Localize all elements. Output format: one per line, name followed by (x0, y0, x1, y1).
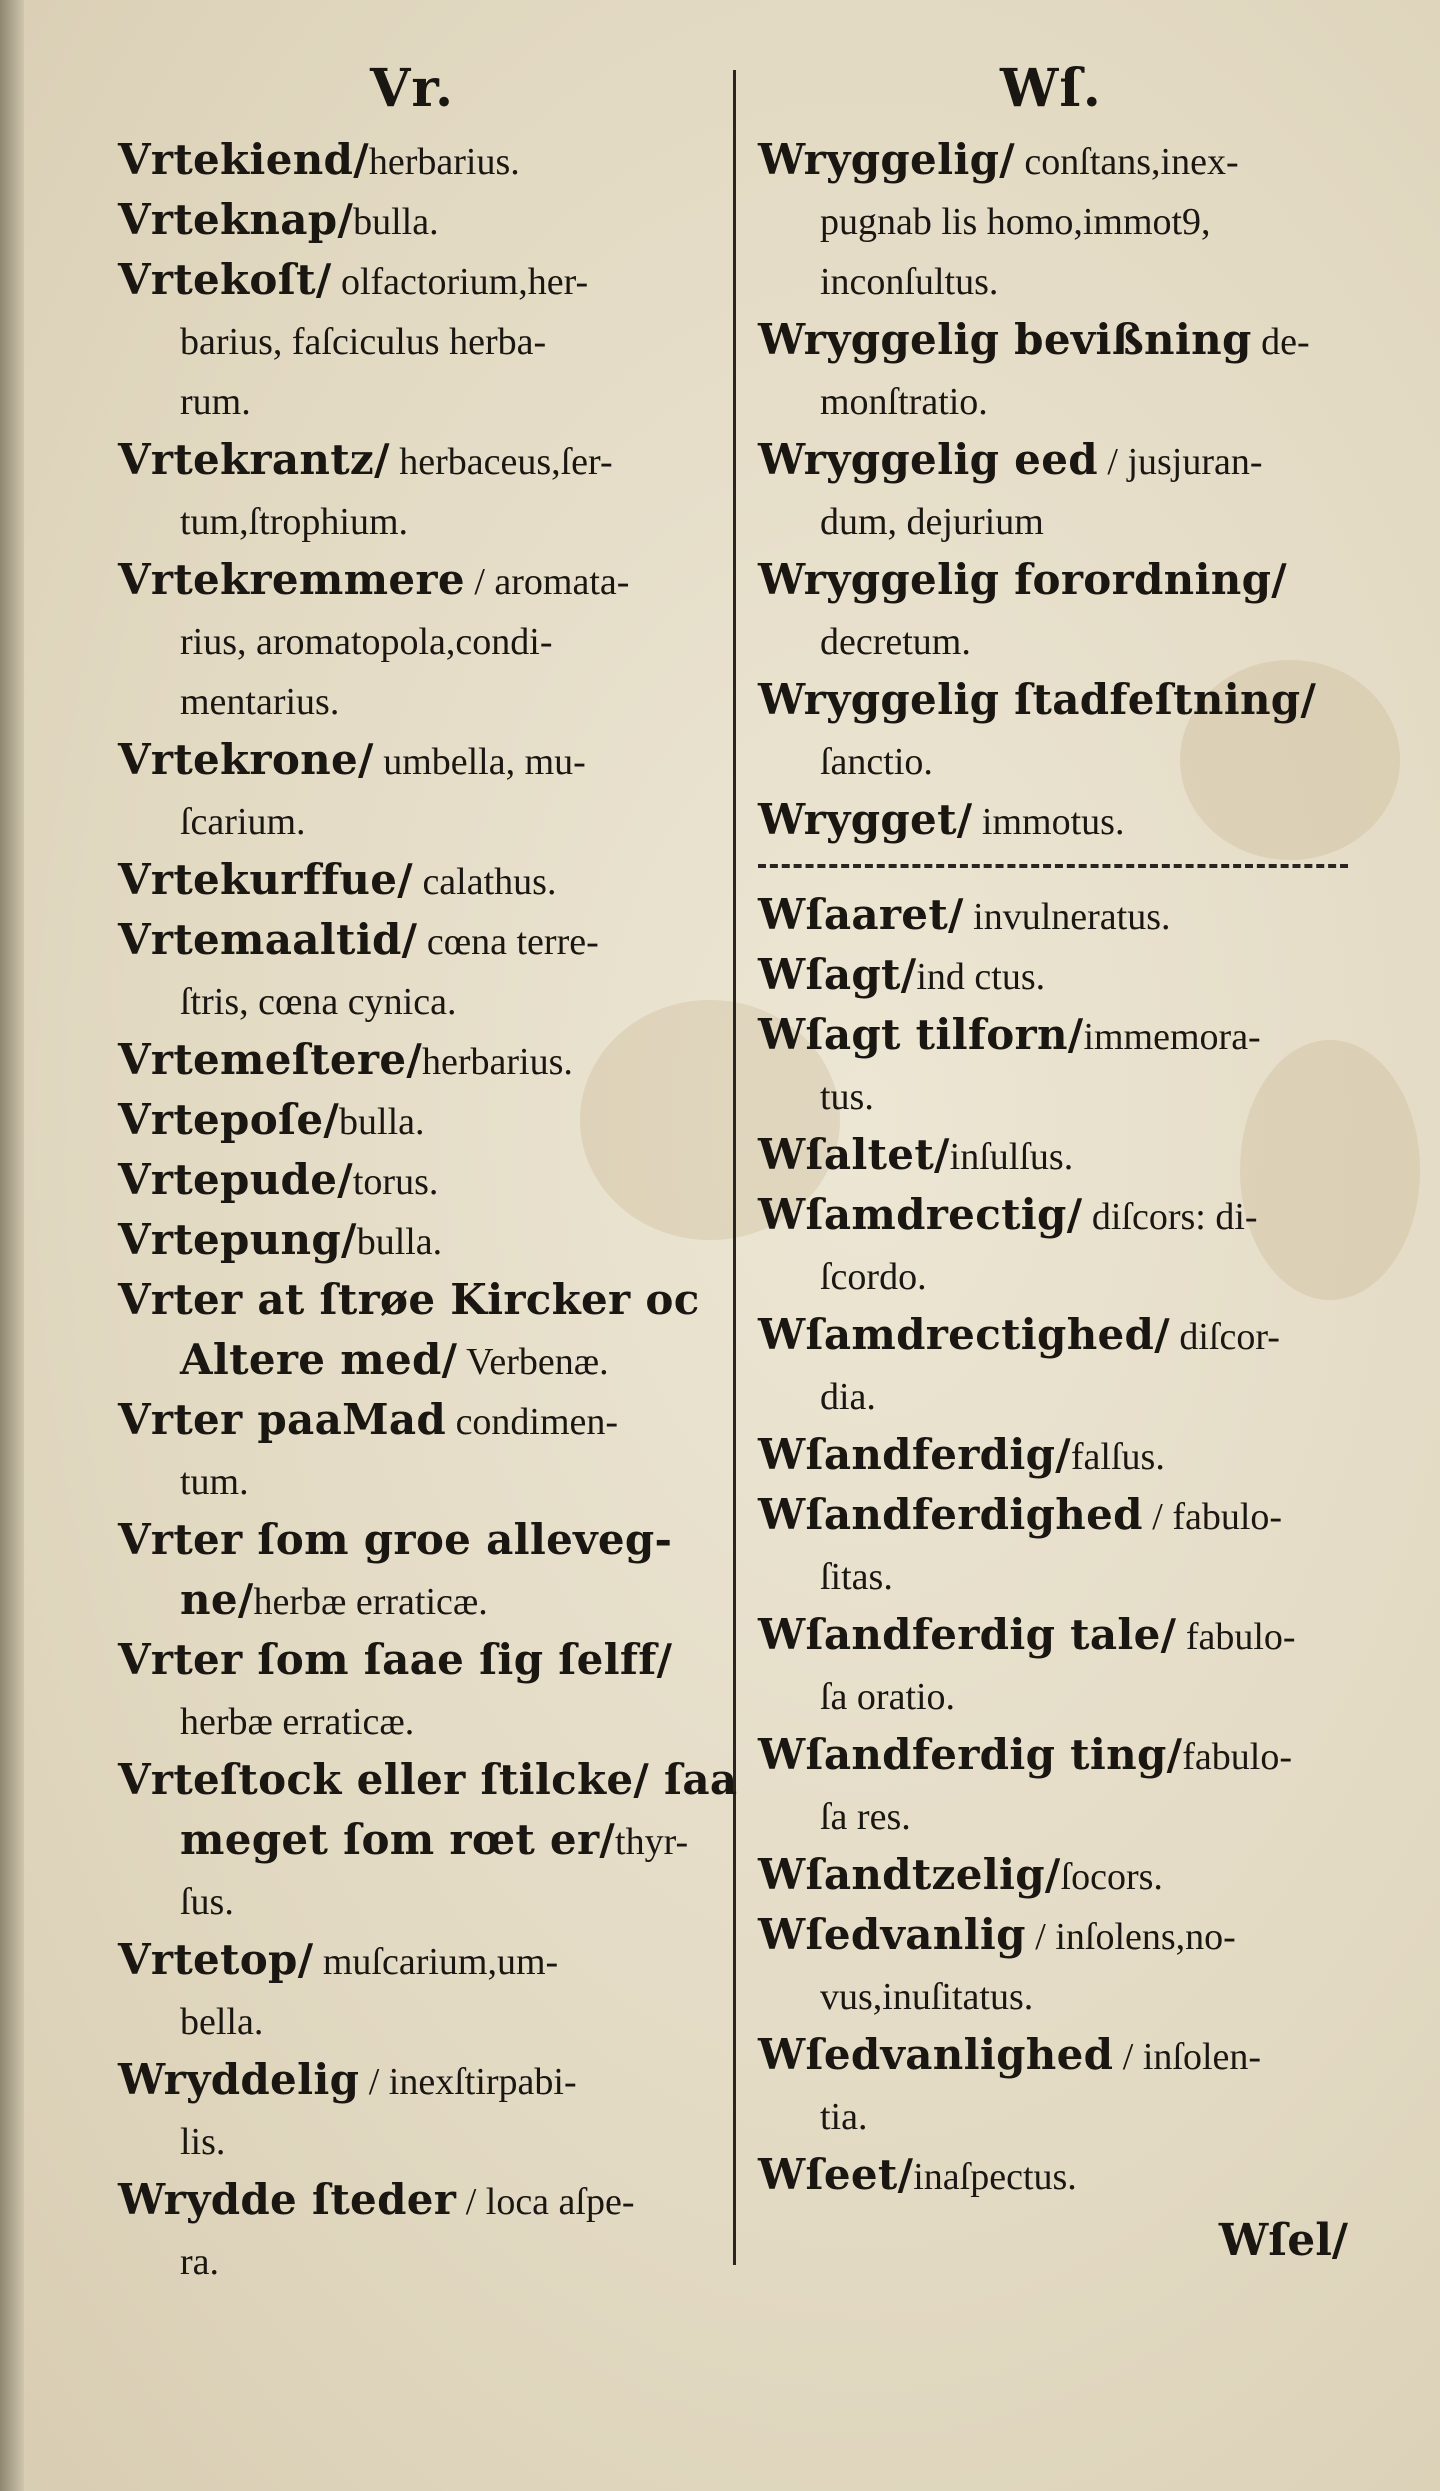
latin-gloss: ſcordo. (820, 1256, 927, 1298)
entry-line (118, 430, 728, 490)
entry-line (758, 1065, 1358, 1125)
entry-line (118, 1690, 728, 1750)
entry-line (758, 1005, 1358, 1065)
entry-line (118, 250, 728, 310)
dictionary-entry (118, 250, 728, 430)
dictionary-entry (118, 730, 728, 850)
headword: Vrtepoſe/ (118, 1095, 340, 1144)
left-column (118, 130, 738, 2290)
entry-line (118, 1930, 728, 1990)
entry-line (118, 550, 728, 610)
headword: Vrter paaMad (118, 1395, 447, 1444)
latin-gloss: umbella, mu- (373, 741, 586, 783)
latin-gloss: diſcor- (1169, 1316, 1280, 1358)
entry-line (118, 490, 728, 550)
entry-line (758, 1965, 1358, 2025)
entry-line (118, 1510, 728, 1570)
headword: Vrtekrone/ (118, 735, 374, 784)
latin-gloss: bulla. (353, 201, 439, 243)
entry-line (758, 190, 1358, 250)
dictionary-entry (118, 1750, 738, 1930)
entry-line (118, 670, 728, 730)
column-divider (733, 70, 736, 2265)
entry-line (118, 850, 728, 910)
latin-gloss: ſitas. (820, 1556, 893, 1598)
latin-gloss: ſa oratio. (820, 1676, 956, 1718)
entry-line (118, 1570, 728, 1630)
dictionary-entry (118, 1930, 728, 2050)
headword: Wryggelig forordning/ (758, 555, 1287, 604)
headword: Wryggelig eed (758, 435, 1098, 484)
latin-gloss: vus,inuſitatus. (820, 1976, 1034, 2018)
entry-line (118, 1750, 738, 1810)
entry-line (118, 970, 728, 1030)
latin-gloss: ſcarium. (180, 801, 306, 843)
latin-gloss: tus. (820, 1076, 874, 1118)
dictionary-entry (758, 1125, 1358, 1185)
latin-gloss: ſa res. (820, 1796, 911, 1838)
dictionary-entry (758, 1485, 1358, 1605)
dictionary-entry (758, 1425, 1358, 1485)
dictionary-entry (758, 1905, 1358, 2025)
latin-gloss: dia. (820, 1376, 876, 1418)
entry-line (758, 550, 1358, 610)
headword: Wrydde ſteder (118, 2175, 457, 2224)
headword: ne/ (180, 1575, 254, 1624)
page-binding-edge (0, 0, 24, 2491)
entry-line (758, 370, 1358, 430)
headword: Wſeet/ (758, 2150, 914, 2199)
headword: Vrtekrantz/ (118, 435, 390, 484)
latin-gloss: tum,ſtrophium. (180, 501, 408, 543)
entry-line (758, 1605, 1358, 1665)
entry-line (118, 2050, 728, 2110)
latin-gloss: calathus. (412, 861, 557, 903)
latin-gloss: dum, dejurium (820, 501, 1044, 543)
entry-line (758, 1125, 1358, 1185)
headword: Wrygget/ (758, 795, 973, 844)
dictionary-entry (118, 1150, 728, 1210)
entry-line (118, 1030, 728, 1090)
dictionary-entry (758, 885, 1358, 945)
headword: Wſandtzelig/ (758, 1850, 1061, 1899)
latin-gloss: conſtans,inex- (1014, 141, 1239, 183)
entry-line (118, 1210, 728, 1270)
dictionary-entry (758, 1305, 1358, 1425)
headword: Vrtepude/ (118, 1155, 353, 1204)
dictionary-entry (758, 550, 1358, 670)
entry-line (118, 310, 728, 370)
entry-line (758, 1725, 1358, 1785)
dictionary-entry (758, 2025, 1358, 2145)
latin-gloss: monſtratio. (820, 381, 988, 423)
latin-gloss: tia. (820, 2096, 868, 2138)
right-column-bottom (758, 885, 1358, 2205)
dictionary-entry (118, 430, 728, 550)
entry-line (118, 1270, 728, 1330)
entry-line (758, 1545, 1358, 1605)
latin-gloss: / aromata- (464, 561, 630, 603)
entry-line (758, 2025, 1358, 2085)
latin-gloss: / fabulo- (1142, 1496, 1283, 1538)
latin-gloss: ra. (180, 2241, 220, 2283)
dictionary-entry (118, 190, 728, 250)
latin-gloss: bulla. (356, 1221, 443, 1263)
entry-line (758, 1785, 1358, 1845)
headword: Vrtekurffue/ (118, 855, 413, 904)
latin-gloss: muſcarium,um- (313, 1941, 559, 1983)
headword: Wſaaret/ (758, 890, 964, 939)
right-column-top (758, 130, 1358, 850)
entry-line (118, 1810, 728, 1870)
latin-gloss: ſtris, cœna cynica. (180, 981, 457, 1023)
dictionary-entry (758, 1845, 1358, 1905)
latin-gloss: herbæ erraticæ. (180, 1701, 415, 1743)
dictionary-entry (758, 1605, 1358, 1725)
headword: Wryggelig/ (758, 135, 1015, 184)
dictionary-entry (758, 430, 1358, 550)
entry-line (118, 1090, 728, 1150)
latin-gloss: de- (1251, 321, 1310, 363)
entry-line (758, 1245, 1358, 1305)
dictionary-entry (758, 130, 1358, 310)
entry-line (758, 130, 1358, 190)
dictionary-entry (118, 1270, 728, 1390)
headword: Wſedvanlig (758, 1910, 1026, 1959)
latin-gloss: Verbenæ. (457, 1341, 609, 1383)
entry-line (118, 1330, 728, 1390)
latin-gloss: / inſolen- (1113, 2036, 1262, 2078)
entry-line (758, 1845, 1358, 1905)
latin-gloss: herbaceus,ſer- (389, 441, 613, 483)
entry-line (118, 1390, 728, 1450)
latin-gloss: rius, aromatopola,condi- (180, 621, 553, 663)
headword: Vrtemeſtere/ (118, 1035, 422, 1084)
entry-line (758, 490, 1358, 550)
dictionary-entry (118, 850, 728, 910)
headword: Wſandferdig/ (758, 1430, 1071, 1479)
latin-gloss: fabulo- (1176, 1616, 1296, 1658)
headword: Wryddelig (118, 2055, 360, 2104)
latin-gloss: ind ctus. (916, 956, 1046, 998)
entry-line (758, 1305, 1358, 1365)
latin-gloss: tum. (180, 1461, 249, 1503)
entry-line (118, 1450, 728, 1510)
dictionary-entry (118, 1390, 728, 1510)
entry-line (118, 2170, 728, 2230)
headword: Vrtemaaltid/ (118, 915, 418, 964)
latin-gloss: mentarius. (180, 681, 340, 723)
headword: Vrter ſom ſaae ſig ſelff/ (118, 1635, 673, 1684)
latin-gloss: falſus. (1070, 1436, 1165, 1478)
entry-line (758, 730, 1358, 790)
entry-line (758, 250, 1358, 310)
dictionary-entry (118, 1030, 728, 1090)
latin-gloss: herbarius. (368, 141, 520, 183)
headword: Wryggelig bevißning (758, 315, 1252, 364)
headword: Vrtepung/ (118, 1215, 357, 1264)
latin-gloss: bulla. (339, 1101, 425, 1143)
entry-line (758, 1665, 1358, 1725)
section-divider (758, 864, 1348, 868)
entry-line (118, 1990, 728, 2050)
right-column-header: Wſ. (1000, 58, 1102, 119)
dictionary-entry (118, 1510, 728, 1630)
latin-gloss: lis. (180, 2121, 226, 2163)
latin-gloss: torus. (352, 1161, 439, 1203)
dictionary-entry (758, 945, 1358, 1005)
latin-gloss: herbæ erraticæ. (253, 1581, 488, 1623)
entry-line (118, 1630, 728, 1690)
headword: Vrter at ſtrøe Kircker oc (118, 1275, 700, 1324)
entry-line (758, 1365, 1358, 1425)
latin-gloss: inaſpectus. (913, 2156, 1077, 2198)
headword: Altere med/ (180, 1335, 458, 1384)
latin-gloss: barius, faſciculus herba- (180, 321, 547, 363)
entry-line (118, 130, 728, 190)
entry-line (118, 730, 728, 790)
latin-gloss: fabulo- (1182, 1736, 1293, 1778)
latin-gloss: herbarius. (421, 1041, 573, 1083)
latin-gloss: / jusjuran- (1097, 441, 1263, 483)
dictionary-entry (758, 790, 1358, 850)
dictionary-entry (758, 310, 1358, 430)
dictionary-entry (118, 130, 728, 190)
dictionary-entry (118, 1630, 728, 1750)
entry-line (758, 1905, 1358, 1965)
entry-line (758, 2085, 1358, 2145)
headword: Vrtekoſt/ (118, 255, 332, 304)
headword: Wſagt/ (758, 950, 917, 999)
headword: Vrtekremmere (118, 555, 465, 604)
latin-gloss: inſulſus. (949, 1136, 1074, 1178)
latin-gloss: invulneratus. (963, 896, 1171, 938)
dictionary-entry (758, 1725, 1358, 1845)
entry-line (758, 610, 1358, 670)
left-column-header: Vr. (370, 58, 455, 119)
latin-gloss: ſocors. (1060, 1856, 1163, 1898)
entry-line (758, 2145, 1358, 2205)
headword: Vrteknap/ (118, 195, 354, 244)
headword: Wſaltet/ (758, 1130, 950, 1179)
latin-gloss: rum. (180, 381, 251, 423)
dictionary-entry (118, 2050, 728, 2170)
dictionary-entry (758, 670, 1358, 790)
entry-line (118, 2230, 728, 2290)
entry-line (118, 790, 728, 850)
headword: Vrter ſom groe alleveg- (118, 1515, 673, 1564)
headword: Wſamdrectighed/ (758, 1310, 1170, 1359)
entry-line (118, 190, 728, 250)
headword: Wſamdrectig/ (758, 1190, 1083, 1239)
entry-line (758, 945, 1358, 1005)
entry-line (118, 370, 728, 430)
latin-gloss: ſus. (180, 1881, 234, 1923)
latin-gloss: / loca aſpe- (456, 2181, 635, 2223)
dictionary-entry (758, 1005, 1358, 1125)
latin-gloss: pugnab lis homo,immot9, (820, 201, 1211, 243)
dictionary-entry (118, 2170, 728, 2290)
headword: Vrtetop/ (118, 1935, 314, 1984)
dictionary-entry (118, 550, 728, 730)
headword: Wſandferdig ting/ (758, 1730, 1183, 1779)
dictionary-entry (118, 1210, 728, 1270)
headword: Vrteſtock eller ſtilcke/ ſaa (118, 1755, 738, 1804)
entry-line (758, 1185, 1358, 1245)
latin-gloss: thyr- (615, 1821, 689, 1863)
entry-line (758, 1485, 1358, 1545)
dictionary-entry (118, 1090, 728, 1150)
latin-gloss: immotus. (972, 801, 1125, 843)
entry-line (118, 1870, 728, 1930)
dictionary-entry (118, 910, 728, 1030)
entry-line (758, 310, 1358, 370)
latin-gloss: immemora- (1083, 1016, 1261, 1058)
entry-line (118, 2110, 728, 2170)
latin-gloss: decretum. (820, 621, 971, 663)
entry-line (118, 610, 728, 670)
headword: meget ſom rœt er/ (180, 1815, 616, 1864)
headword: Vrtekiend/ (118, 135, 369, 184)
latin-gloss: inconſultus. (820, 261, 999, 303)
entry-line (758, 430, 1358, 490)
entry-line (758, 1425, 1358, 1485)
latin-gloss: olfactorium,her- (331, 261, 589, 303)
entry-line (758, 670, 1358, 730)
dictionary-entry (758, 1185, 1358, 1305)
latin-gloss: / inſolens,no- (1025, 1916, 1236, 1958)
entry-line (758, 885, 1358, 945)
latin-gloss: diſcors: di- (1082, 1196, 1258, 1238)
entry-line (118, 1150, 728, 1210)
latin-gloss: ſanctio. (820, 741, 933, 783)
latin-gloss: cœna terre- (417, 921, 599, 963)
headword: Wryggelig ſtadfeſtning/ (758, 675, 1317, 724)
entry-line (118, 910, 728, 970)
dictionary-entry (758, 2145, 1358, 2205)
catchword: Wſel/ (1218, 2215, 1348, 2266)
headword: Wſandferdig tale/ (758, 1610, 1177, 1659)
latin-gloss: bella. (180, 2001, 264, 2043)
latin-gloss: / inexſtirpabi- (359, 2061, 577, 2103)
latin-gloss: condimen- (446, 1401, 619, 1443)
headword: Wſedvanlighed (758, 2030, 1114, 2079)
headword: Wſandferdighed (758, 1490, 1143, 1539)
headword: Wſagt tilforn/ (758, 1010, 1084, 1059)
entry-line (758, 790, 1358, 850)
